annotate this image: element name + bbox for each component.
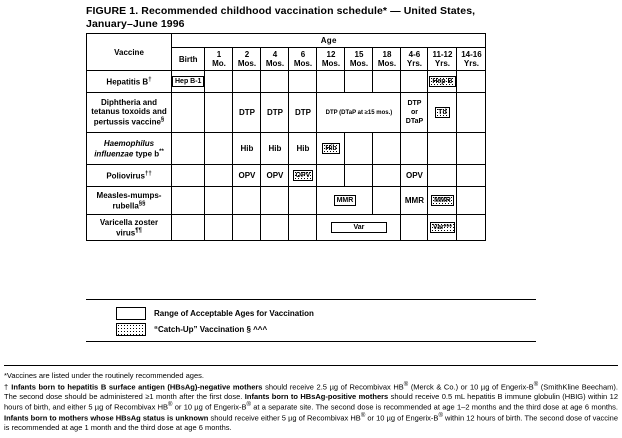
figure-title-line1: FIGURE 1. Recommended childhood vaccination schedule* — United States, xyxy=(86,5,476,17)
legend xyxy=(116,305,536,337)
marker-opv-catchup: OPV xyxy=(293,170,314,181)
cell-hepb-18mos xyxy=(373,71,401,93)
cell-opv-12mos xyxy=(317,165,345,187)
col-header-14-16yrs-l2: Yrs. xyxy=(463,59,480,68)
cell-dtp-6mos: DTP xyxy=(289,93,317,133)
row-label-mmr-sup: §§ xyxy=(138,200,146,207)
row-label-mmr-text: Measles-mumps-rubella xyxy=(96,190,162,211)
cell-hepb-6mos xyxy=(289,71,317,93)
legend-item-range xyxy=(116,305,536,321)
row-label-varicella-sup: ¶¶ xyxy=(135,227,142,234)
cell-var-birth xyxy=(172,215,205,241)
cell-mmr-2mos xyxy=(233,187,261,215)
cell-hib-4-6yrs xyxy=(401,133,428,165)
cell-mmr-4mos xyxy=(261,187,289,215)
cell-hepb-1mo xyxy=(205,71,233,93)
cell-opv-1mo xyxy=(205,165,233,187)
cell-hib-12mos xyxy=(317,133,345,165)
col-header-2mos-l1: 2 xyxy=(244,50,250,59)
cell-var-11-12yrs xyxy=(428,215,457,241)
cell-opv-4mos: OPV xyxy=(261,165,289,187)
table-row xyxy=(87,187,486,215)
cell-mmr-11-12yrs xyxy=(428,187,457,215)
col-header-11-12yrs xyxy=(428,48,457,71)
col-header-11-12yrs-l1: 11-12 xyxy=(432,50,453,59)
col-header-4mos-l2: Mos. xyxy=(265,59,285,68)
cell-dtp-4mos: DTP xyxy=(261,93,289,133)
row-label-poliovirus xyxy=(87,165,172,187)
cell-hib-birth xyxy=(172,133,205,165)
cell-opv-2mos: OPV xyxy=(233,165,261,187)
cell-var-12-18mos xyxy=(317,215,401,241)
legend-item-catchup xyxy=(116,321,536,337)
row-label-mmr xyxy=(87,187,172,215)
table-row xyxy=(87,71,486,93)
col-header-6mos-l2: Mos. xyxy=(293,59,313,68)
row-label-poliovirus-sup: †† xyxy=(145,171,152,178)
cell-opv-18mos xyxy=(373,165,401,187)
row-label-poliovirus-text: Poliovirus xyxy=(106,171,145,181)
footnote-dagger: † Infants born to hepatitis B surface antigen (HBsAg)-negative mothers should receive 2.5 µg of Recombivax HB® (Merck & Co.) or 10 µg of Engerix-B® (SmithKline Beecham). The second dose should be administered ≥1 month after the first dose. Infants born to HBsAg-positive mothers should receive 0.5 mL hepatitis B immune globulin (HBIG) within 12 hours of birth, and either 5 µg of Recombivax HB® or 10 µg of Engerix-B® at a separate site. The second dose is recommended at age 1–2 months and the third dose at age 6 months. Infants born to mothers whose HBsAg status is unknown should receive either 5 µg of Recombivax HB® or 10 µg of Engerix-B® within 12 hours of birth. The second dose of vaccine is recommended at age 1 month and the third dose at age 6 months. xyxy=(4,381,619,433)
legend-swatch-catchup-icon xyxy=(116,323,146,336)
cell-hib-14-16yrs xyxy=(457,133,486,165)
cell-var-4-6yrs xyxy=(401,215,428,241)
cell-opv-4-6yrs: OPV xyxy=(401,165,428,187)
cell-opv-14-16yrs xyxy=(457,165,486,187)
row-label-varicella xyxy=(87,215,172,241)
cell-dtp-11-12yrs xyxy=(428,93,457,133)
cell-mmr-12-15mos xyxy=(317,187,373,215)
cell-dtp-14-16yrs xyxy=(457,93,486,133)
cell-hepb-4-6yrs xyxy=(401,71,428,93)
col-header-12mos xyxy=(317,48,345,71)
col-header-birth-l1: Birth xyxy=(178,54,198,64)
cell-dtp-birth xyxy=(172,93,205,133)
cell-mmr-birth xyxy=(172,187,205,215)
row-label-hepatitis-b xyxy=(87,71,172,93)
cell-hib-2mos: Hib xyxy=(233,133,261,165)
table-row xyxy=(87,165,486,187)
col-header-4-6yrs-l2: Yrs. xyxy=(406,59,423,68)
row-label-varicella-text: Varicella zoster virus xyxy=(99,217,159,238)
col-header-1mo-l2: Mo. xyxy=(212,59,226,68)
figure-title-line2: January–June 1996 xyxy=(86,18,185,30)
cell-mmr-4-6yrs: MMR xyxy=(401,187,428,215)
cell-mmr-1mo xyxy=(205,187,233,215)
marker-td-catchup: Td xyxy=(435,107,450,118)
cell-opv-11-12yrs xyxy=(428,165,457,187)
table-age-header-row xyxy=(87,34,486,48)
col-header-15mos-l1: 15 xyxy=(354,50,364,59)
cell-hepb-birth xyxy=(172,71,205,93)
footnote-star: *Vaccines are listed under the routinely recommended ages. xyxy=(4,371,204,380)
legend-top-rule xyxy=(86,299,536,300)
cell-hepb-14-16yrs xyxy=(457,71,486,93)
marker-mmr-catchup: MMR xyxy=(431,195,454,206)
marker-hep-b-1: Hep B-1 xyxy=(172,76,204,87)
marker-var-1: Var xyxy=(331,222,388,233)
row-label-dtp-sup: § xyxy=(160,117,165,124)
cell-dtp-2mos: DTP xyxy=(233,93,261,133)
cell-dtp-12-18mos: DTP (DTaP at ≥15 mos.) xyxy=(317,93,401,133)
cell-opv-6mos xyxy=(289,165,317,187)
cell-hib-18mos xyxy=(373,133,401,165)
col-header-15mos xyxy=(345,48,373,71)
col-header-6mos-l1: 6 xyxy=(300,50,306,59)
cell-hib-15mos xyxy=(345,133,373,165)
row-label-hepatitis-b-text: Hepatitis B xyxy=(106,77,149,87)
cell-hib-4mos: Hib xyxy=(261,133,289,165)
legend-bottom-rule xyxy=(86,341,536,342)
figure-title xyxy=(86,5,606,31)
row-label-hib-sup: ** xyxy=(159,148,164,155)
cell-dtp-4-6yrs: DTP or DTaP xyxy=(401,93,428,133)
col-header-2mos-l2: Mos. xyxy=(237,59,257,68)
cell-var-14-16yrs xyxy=(457,215,486,241)
table-row xyxy=(87,93,486,133)
cell-hib-6mos: Hib xyxy=(289,133,317,165)
marker-hib-catchup: Hib xyxy=(322,143,339,154)
marker-mmr-1: MMR xyxy=(334,195,357,206)
cell-hib-1mo xyxy=(205,133,233,165)
col-header-14-16yrs xyxy=(457,48,486,71)
col-header-14-16yrs-l1: 14-16 xyxy=(461,50,482,59)
col-header-1mo-l1: 1 xyxy=(216,50,222,59)
row-label-dtp-text: Diphtheria and tetanus toxoids and pertussis vaccine xyxy=(91,98,167,127)
cell-mmr-18mos xyxy=(373,187,401,215)
table-row xyxy=(87,133,486,165)
cell-opv-birth xyxy=(172,165,205,187)
cell-var-1mo xyxy=(205,215,233,241)
cell-var-2mos xyxy=(233,215,261,241)
age-header-cell: Age xyxy=(172,34,486,48)
marker-var-catchup: Var*** xyxy=(430,222,455,233)
footnote-rule xyxy=(4,365,618,366)
table-row xyxy=(87,215,486,241)
cell-hepb-4mos xyxy=(261,71,289,93)
cell-hepb-15mos xyxy=(345,71,373,93)
vaccination-schedule-table xyxy=(86,33,486,241)
legend-swatch-range-icon xyxy=(116,307,146,320)
row-label-hib: Haemophilus influenzae type b** xyxy=(87,133,172,165)
row-label-hepatitis-b-sup: † xyxy=(148,77,152,84)
col-header-4mos-l1: 4 xyxy=(272,50,278,59)
legend-label-catchup: “Catch-Up” Vaccination § ^^^ xyxy=(154,324,268,334)
col-header-6mos xyxy=(289,48,317,71)
cell-mmr-14-16yrs xyxy=(457,187,486,215)
col-header-18mos-l1: 18 xyxy=(382,50,392,59)
cell-hib-11-12yrs xyxy=(428,133,457,165)
cell-var-4mos xyxy=(261,215,289,241)
col-header-18mos xyxy=(373,48,401,71)
cell-var-6mos xyxy=(289,215,317,241)
col-header-birth xyxy=(172,48,205,71)
col-header-11-12yrs-l2: Yrs. xyxy=(434,59,451,68)
col-header-1mo xyxy=(205,48,233,71)
row-label-dtp xyxy=(87,93,172,133)
footnotes xyxy=(4,371,618,433)
col-header-12mos-l2: Mos. xyxy=(321,59,341,68)
cell-opv-15mos xyxy=(345,165,373,187)
col-header-4-6yrs xyxy=(401,48,428,71)
col-header-12mos-l1: 12 xyxy=(326,50,336,59)
col-header-2mos xyxy=(233,48,261,71)
col-header-4-6yrs-l1: 4-6 xyxy=(408,50,421,59)
legend-label-range: Range of Acceptable Ages for Vaccination xyxy=(154,308,314,318)
cell-mmr-6mos xyxy=(289,187,317,215)
cell-dtp-1mo xyxy=(205,93,233,133)
cell-hepb-2mos xyxy=(233,71,261,93)
vaccine-header-cell: Vaccine xyxy=(87,34,172,71)
cell-hepb-11-12yrs xyxy=(428,71,457,93)
cell-hepb-12mos xyxy=(317,71,345,93)
marker-hep-b-catchup: Hep B xyxy=(429,76,455,87)
col-header-18mos-l2: Mos. xyxy=(377,59,397,68)
col-header-15mos-l2: Mos. xyxy=(349,59,369,68)
col-header-4mos xyxy=(261,48,289,71)
